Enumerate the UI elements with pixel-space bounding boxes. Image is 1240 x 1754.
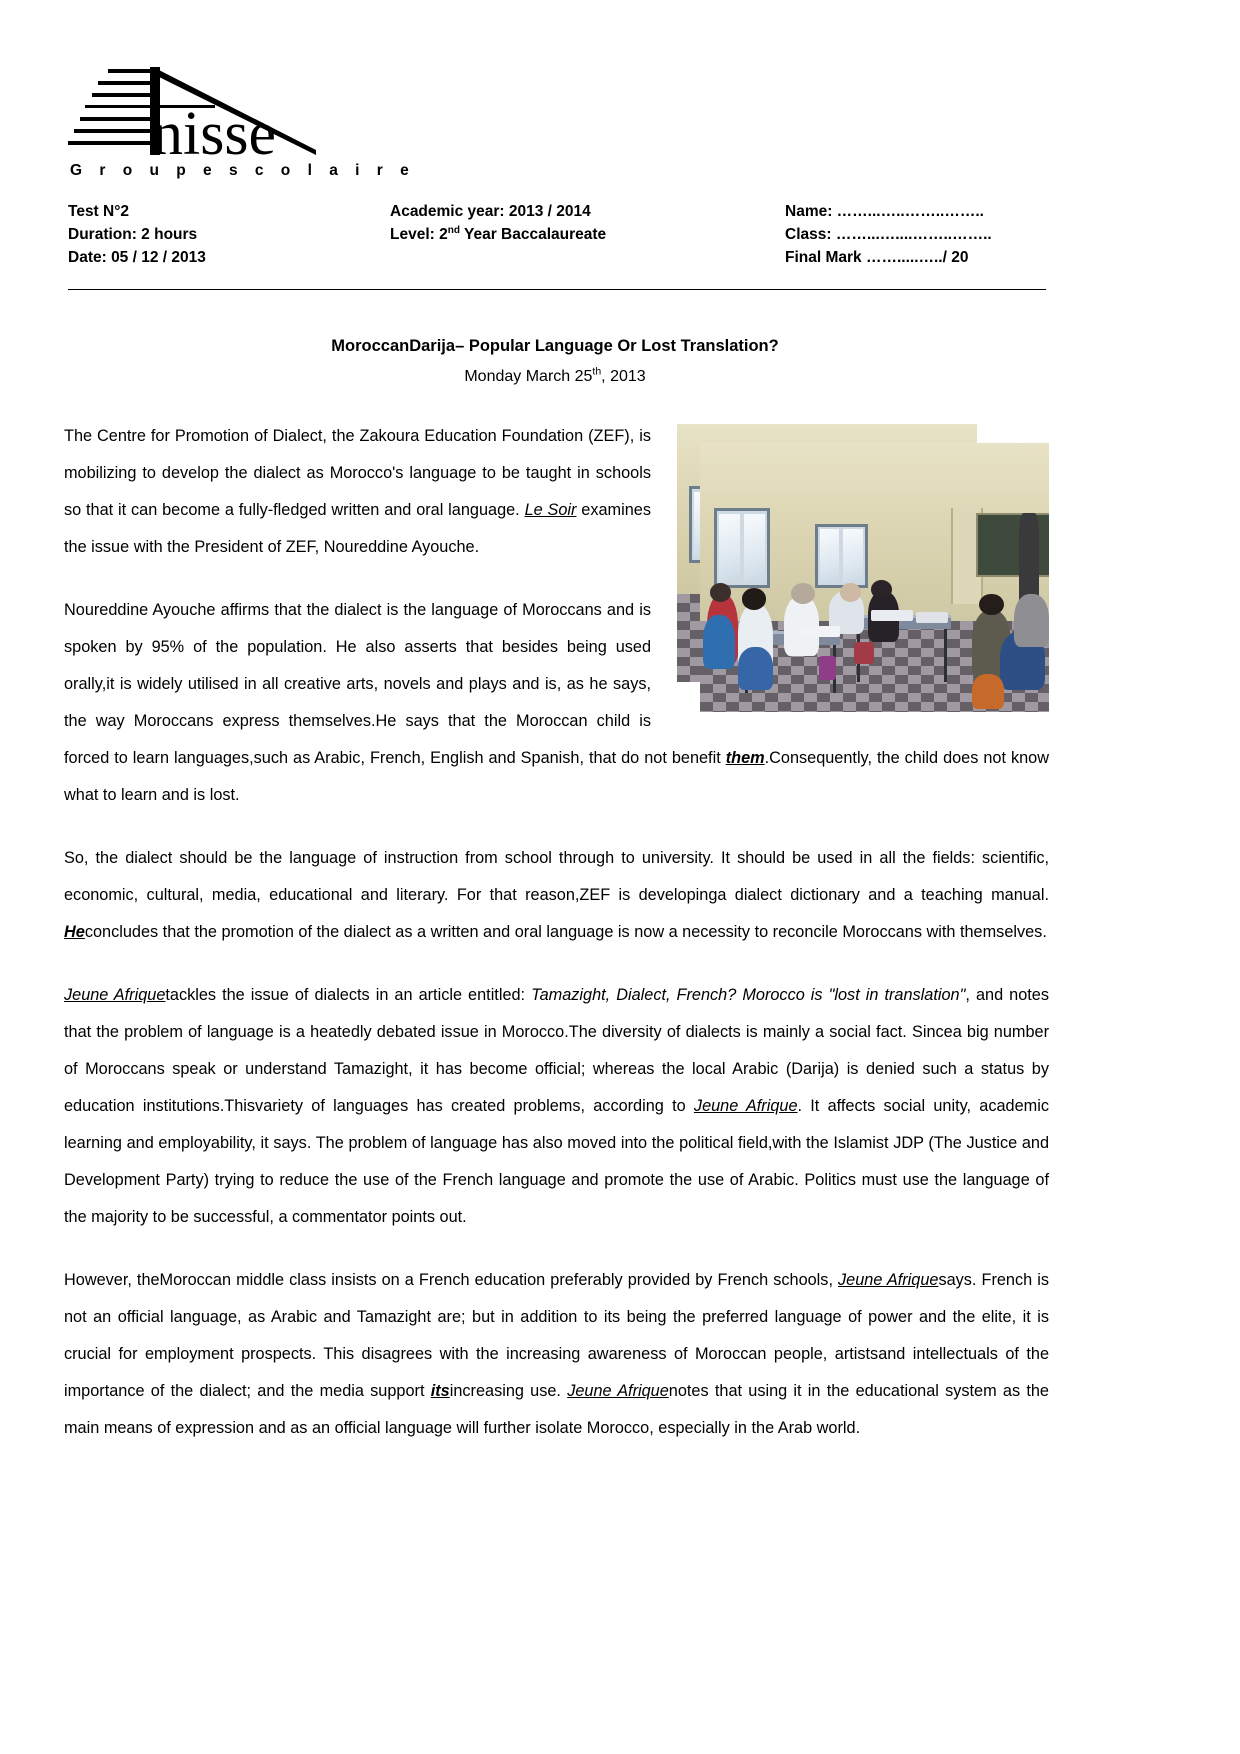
exam-meta-middle bbox=[390, 200, 785, 269]
p1-emphasis-le-soir: Le Soir bbox=[524, 501, 577, 519]
classroom-scene-front bbox=[700, 443, 1049, 712]
logo-tagline: G r o u p e s c o l a i r e bbox=[70, 162, 416, 179]
academic-year: Academic year: 2013 / 2014 bbox=[390, 203, 591, 220]
p4-emphasis-jeune-afrique-1: Jeune Afrique bbox=[64, 986, 166, 1004]
p4-text-b: , and notes that the problem of language is a heatedly debated issue in Morocco.The diversity of dialects is mainly a social fact. Sincea big number of Moroccans speak or understand Tamazight, it has become official; whereas the local Arabic (Darija) is denied such a status by education institutions.Thisvariety of languages has created problems, according to bbox=[64, 986, 1049, 1115]
p4-text-c: . It affects social unity, academic learning and employability, it says. The problem of language has also moved into the political field,with the Islamist JDP (The Justice and Development Party) trying to reduce the use of the French language and promote the use of Arabic. Politics must use the language of the majority to be successful, a commentator points out. bbox=[64, 1097, 1049, 1226]
p5-text-c: increasing use. bbox=[449, 1382, 568, 1400]
p1-text-a: The Centre for Promotion of Dialect, the Zakoura Education Foundation (ZEF), is mobilizing to develop the dialect as Morocco's language to be taught in schools so that it can become a fully-fledged written and oral language. bbox=[64, 427, 651, 519]
level-ordinal: nd bbox=[447, 224, 460, 236]
level-spacer bbox=[390, 246, 785, 269]
article-paragraph-3 bbox=[64, 840, 1049, 951]
article-date-ordinal: th bbox=[592, 365, 602, 378]
p5-emphasis-its: its bbox=[430, 1382, 450, 1400]
exam-header bbox=[68, 200, 1173, 269]
school-logo bbox=[68, 62, 416, 182]
test-number: Test N°2 bbox=[68, 203, 130, 220]
article-paragraph-5 bbox=[64, 1262, 1049, 1447]
article-date bbox=[0, 365, 1110, 386]
p4-emphasis-article-title: Tamazight, Dialect, French? Morocco is "lost in translation" bbox=[531, 986, 966, 1004]
header-divider bbox=[68, 289, 1046, 290]
test-date: Date: 05 / 12 / 2013 bbox=[68, 249, 206, 266]
p2-emphasis-them: them bbox=[725, 749, 765, 767]
classroom-photo-front-layer bbox=[700, 443, 1049, 712]
p2-text-b: .Consequently, the child does not know what to learn and is lost. bbox=[64, 749, 1049, 804]
logo-mark-icon bbox=[68, 62, 358, 167]
p1-text-b: examines the issue with the President of ZEF, Noureddine Ayouche. bbox=[64, 501, 651, 556]
p5-text-d: notes that using it in the educational system as the main means of expression and as an official language will further isolate Morocco, especially in the Arab world. bbox=[64, 1382, 1049, 1437]
p4-emphasis-jeune-afrique-2: Jeune Afrique bbox=[693, 1097, 798, 1115]
p2-text-a: Noureddine Ayouche affirms that the dialect is the language of Moroccans and is spoken by 95% of the population. He also asserts that besides being used orally,it is widely utilised in all creative arts, novels and plays and is, as he says, the way Moroccans express themselves.He says that the Moroccan child is forced to learn languages,such as Arabic, French, English and Spanish, that do not benefit bbox=[64, 601, 726, 767]
p3-emphasis-he: He bbox=[64, 923, 85, 941]
p5-emphasis-jeune-afrique-1: Jeune Afrique bbox=[838, 1271, 939, 1289]
final-mark-field[interactable]: Final Mark …….....…../ 20 bbox=[785, 249, 969, 266]
p5-text-a: However, theMoroccan middle class insists on a French education preferably provided by French schools, bbox=[64, 1271, 839, 1289]
student-name-field[interactable]: Name: ……...…..……..…….. bbox=[785, 203, 984, 220]
article-paragraph-4 bbox=[64, 977, 1049, 1236]
article-date-prefix: Monday March 25 bbox=[464, 368, 593, 385]
test-duration: Duration: 2 hours bbox=[68, 226, 198, 243]
student-class-field[interactable]: Class: ……...…....……..…….. bbox=[785, 226, 992, 243]
level-prefix: Level: 2 bbox=[390, 226, 448, 243]
classroom-photo bbox=[669, 424, 1049, 712]
student-level bbox=[390, 223, 785, 246]
exam-meta-left bbox=[68, 200, 390, 269]
p3-text-a: So, the dialect should be the language of instruction from school through to university. It should be used in all the fields: scientific, economic, cultural, media, educational and literary. For that reason,ZEF is developinga dialect dictionary and a teaching manual. bbox=[64, 849, 1049, 904]
p5-emphasis-jeune-afrique-2: Jeune Afrique bbox=[567, 1382, 669, 1400]
p4-text-a: tackles the issue of dialects in an article entitled: bbox=[165, 986, 532, 1004]
level-suffix: Year Baccalaureate bbox=[459, 226, 607, 243]
article-date-suffix: , 2013 bbox=[601, 368, 646, 385]
p5-text-b: says. French is not an official language, as Arabic and Tamazight are; but in addition to its being the preferred language of power and the elite, it is crucial for employment prospects. This disagrees with the increasing awareness of Moroccan people, artistsand intellectuals of the importance of the dialect; and the media support bbox=[64, 1271, 1049, 1400]
exam-meta-right bbox=[785, 200, 1085, 269]
article-title: MoroccanDarija– Popular Language Or Lost Translation? bbox=[331, 337, 779, 355]
p3-text-b: concludes that the promotion of the dialect as a written and oral language is now a necessity to reconcile Moroccans with themselves. bbox=[84, 923, 1047, 941]
article-body bbox=[64, 418, 1049, 1473]
svg-text:nisse: nisse bbox=[152, 100, 276, 167]
